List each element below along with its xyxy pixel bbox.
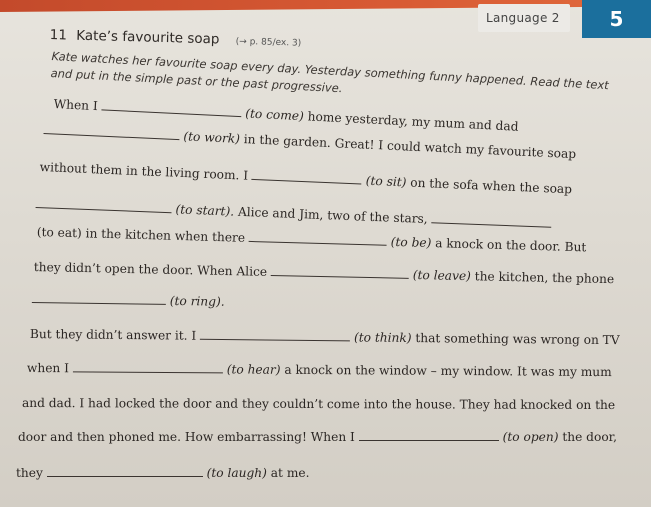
exercise-reference: (→ p. 85/ex. 3) [235,36,302,49]
text-line-9 [27,361,612,379]
text-line-4 [35,197,551,231]
text-line-7 [32,292,225,309]
line-text-post: Alice and Jim, two of the stars, [237,204,428,227]
line-text-post: the kitchen, the phone [474,269,615,287]
line-text-pre: But they didn’t answer it. I [29,327,197,343]
answer-blank-11[interactable] [359,430,499,441]
verb-hint: (to laugh) [206,466,267,480]
text-line-5 [37,225,587,254]
answer-blank-8[interactable] [32,292,166,305]
exercise-title: Kate’s favourite soap [76,27,220,48]
answer-blank-2[interactable] [44,123,180,140]
line-text-post: that something was wrong on TV [415,331,620,348]
line-text-pre: when I [26,361,70,376]
line-text-pre: (to eat) in the kitchen when there [36,225,246,245]
verb-hint: (to ring). [169,293,225,309]
text-line-11 [18,430,617,444]
line-text-post: in the garden. Great! I could watch my favourite soap [243,132,577,162]
verb-hint: (to open) [502,430,559,444]
text-line-3 [39,160,572,196]
line-text-pre: When I [53,97,99,114]
verb-hint: (to start). [175,202,235,219]
text-line-12 [16,466,309,480]
line-text-post: on the sofa when the soap [409,175,573,197]
line-text-pre: and dad. I had locked the door and they couldn’t come into the house. They had knocked on the [21,396,616,413]
verb-hint: (to work) [183,129,241,146]
answer-blank-1[interactable] [101,99,241,117]
answer-blank-5[interactable] [431,212,551,228]
line-text-post: home yesterday, my mum and dad [307,109,519,134]
answer-blank-7[interactable] [271,265,409,279]
verb-hint: (to hear) [226,362,281,377]
text-line-6 [34,260,615,286]
answer-blank-4[interactable] [36,197,172,213]
text-line-8 [30,327,620,347]
exercise-instructions: Kate watches her favourite soap every day. Yesterday something funny happened. Read the text and put in the simple past or the past progressive. [50,48,610,96]
verb-hint: (to come) [244,106,305,124]
unit-number-badge: 5 [582,0,651,38]
answer-blank-12[interactable] [47,466,203,477]
line-text-pre: they didn’t open the door. When Alice [33,260,268,279]
language-label: Language 2 [478,4,570,32]
verb-hint: (to leave) [412,267,472,284]
line-text-pre: door and then phoned me. How embarrassing! When I [18,430,355,444]
exercise-number: 11 [49,27,68,44]
verb-hint: (to sit) [365,173,407,190]
answer-blank-6[interactable] [249,231,387,246]
answer-blank-3[interactable] [252,169,362,185]
line-text-post: a knock on the door. But [435,236,587,255]
answer-blank-9[interactable] [200,329,350,342]
line-text-post: the door, [562,430,618,444]
verb-hint: (to think) [353,330,412,345]
line-text-pre: they [16,466,43,480]
exercise-heading [50,27,302,50]
line-text-pre: without them in the living room. I [39,160,249,183]
answer-blank-10[interactable] [73,361,223,373]
line-text-post: a knock on the window – my window. It was my mum [284,362,612,380]
verb-hint: (to be) [390,234,432,251]
text-line-10 [22,396,615,412]
line-text-post: at me. [270,466,310,480]
